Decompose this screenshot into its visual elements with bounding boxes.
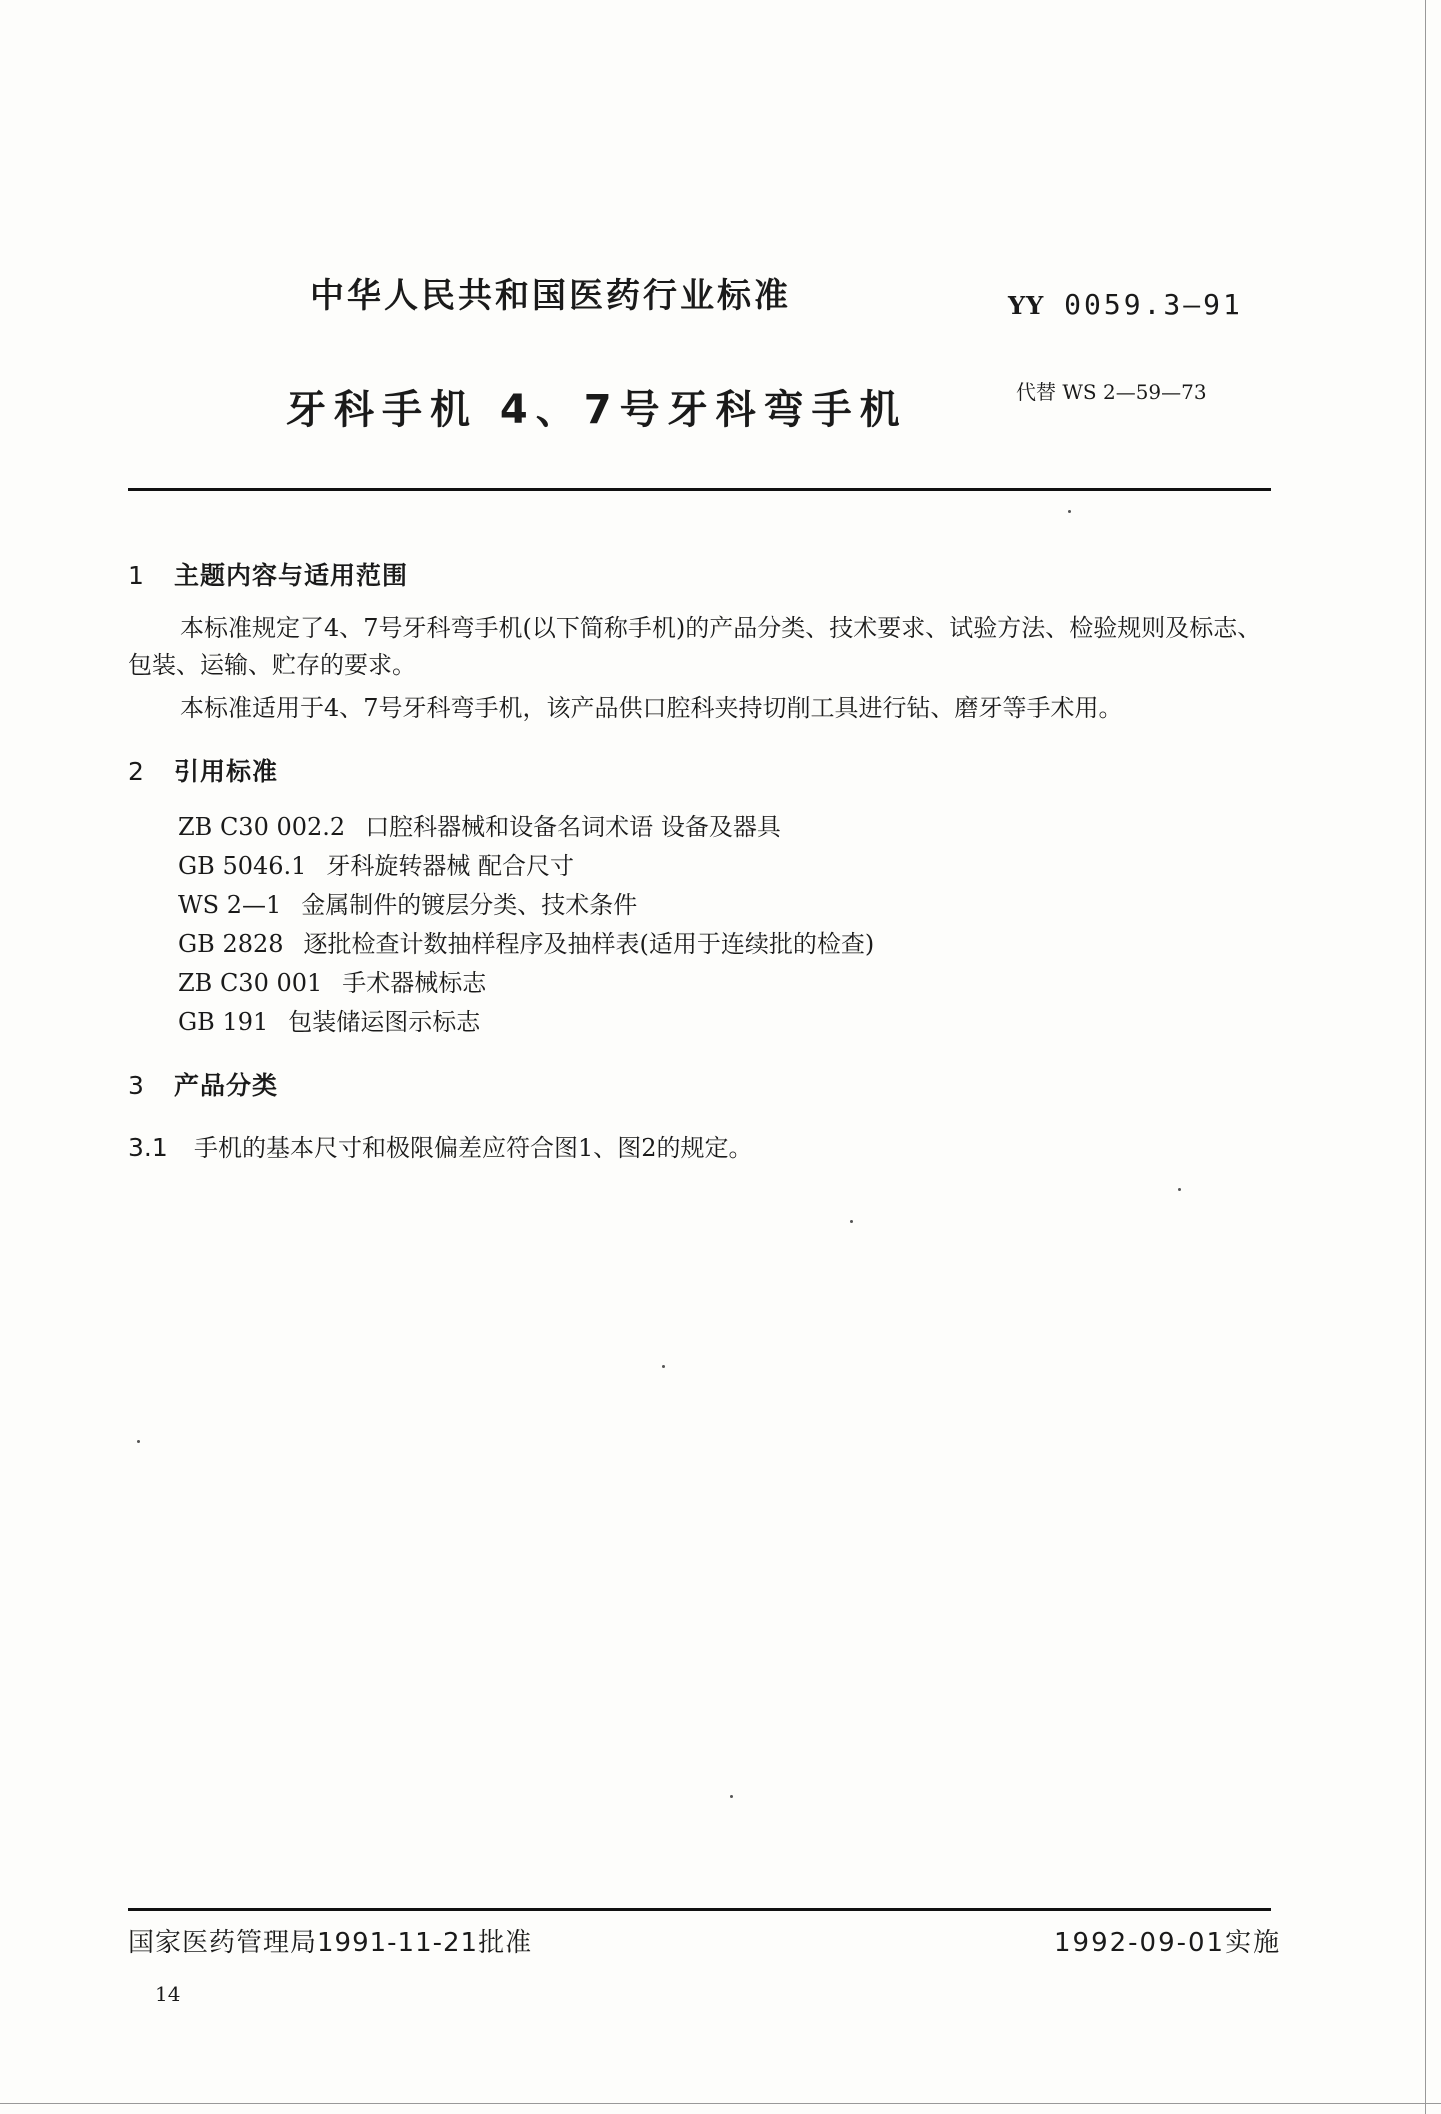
reference-name: 金属制件的镀层分类、技术条件 [301,891,638,919]
standard-code-number: 0059.3—91 [1064,288,1243,321]
replaces-note: 代替 WS 2—59—73 [1016,380,1207,404]
reference-item [178,1003,874,1042]
reference-name: 逐批检查计数抽样程序及抽样表(适用于连续批的检查) [303,930,875,958]
reference-name: 手术器械标志 [342,969,487,997]
standard-code-prefix: YY [1008,291,1045,320]
reference-name: 口腔科器械和设备名词术语 设备及器具 [365,813,781,841]
scan-speck [1178,1188,1181,1191]
footer-divider [128,1908,1271,1911]
reference-code: WS 2—1 [178,891,282,919]
approval-note: 国家医药管理局1991-11-21批准 [128,1928,533,1958]
page-number: 14 [155,1982,181,2006]
reference-item [178,925,874,964]
section-number: 2 [128,757,144,786]
scan-speck [1068,510,1071,513]
scan-speck [662,1365,665,1368]
section-title: 引用标准 [173,757,278,786]
section-number: 3 [128,1071,144,1100]
reference-item [178,847,874,886]
scan-speck [137,1440,140,1443]
header-divider [128,488,1271,491]
section-1-paragraph-1 [128,610,1271,684]
section-2-heading [128,752,278,788]
paragraph-text: 本标准规定了4、7号牙科弯手机(以下简称手机)的产品分类、技术要求、试验方法、检验规则及标志、包装、运输、贮存的要求。 [128,614,1262,679]
scan-speck [730,1795,733,1798]
effective-date: 1992-09-01实施 [1054,1928,1282,1958]
standard-title: 中华人民共和国医药行业标准 [310,276,791,316]
document-title: 牙科手机 4、7号牙科弯手机 [286,387,908,433]
reference-list [178,808,874,1042]
clause-3-1 [128,1128,753,1163]
reference-code: ZB C30 001 [178,969,323,997]
paragraph-text: 本标准适用于4、7号牙科弯手机，该产品供口腔科夹持切削工具进行钻、磨牙等手术用。 [180,694,1123,722]
reference-name: 牙科旋转器械 配合尺寸 [326,852,575,880]
section-title: 产品分类 [173,1071,278,1100]
clause-number: 3.1 [128,1133,168,1162]
scan-edge-line [0,2103,1441,2104]
section-number: 1 [128,561,144,590]
section-1-heading [128,556,408,592]
scan-edge-line [1425,0,1426,2114]
standard-code [1008,288,1243,321]
reference-code: GB 2828 [178,930,284,958]
reference-code: ZB C30 002.2 [178,813,346,841]
reference-item [178,886,874,925]
reference-code: GB 5046.1 [178,852,307,880]
scan-speck [850,1220,853,1223]
section-1-paragraph-2 [128,690,1271,727]
section-3-heading [128,1066,278,1102]
clause-text: 手机的基本尺寸和极限偏差应符合图1、图2的规定。 [194,1134,753,1162]
reference-item [178,808,874,847]
section-title: 主题内容与适用范围 [173,561,408,590]
reference-name: 包装储运图示标志 [288,1008,481,1036]
reference-item [178,964,874,1003]
reference-code: GB 191 [178,1008,269,1036]
